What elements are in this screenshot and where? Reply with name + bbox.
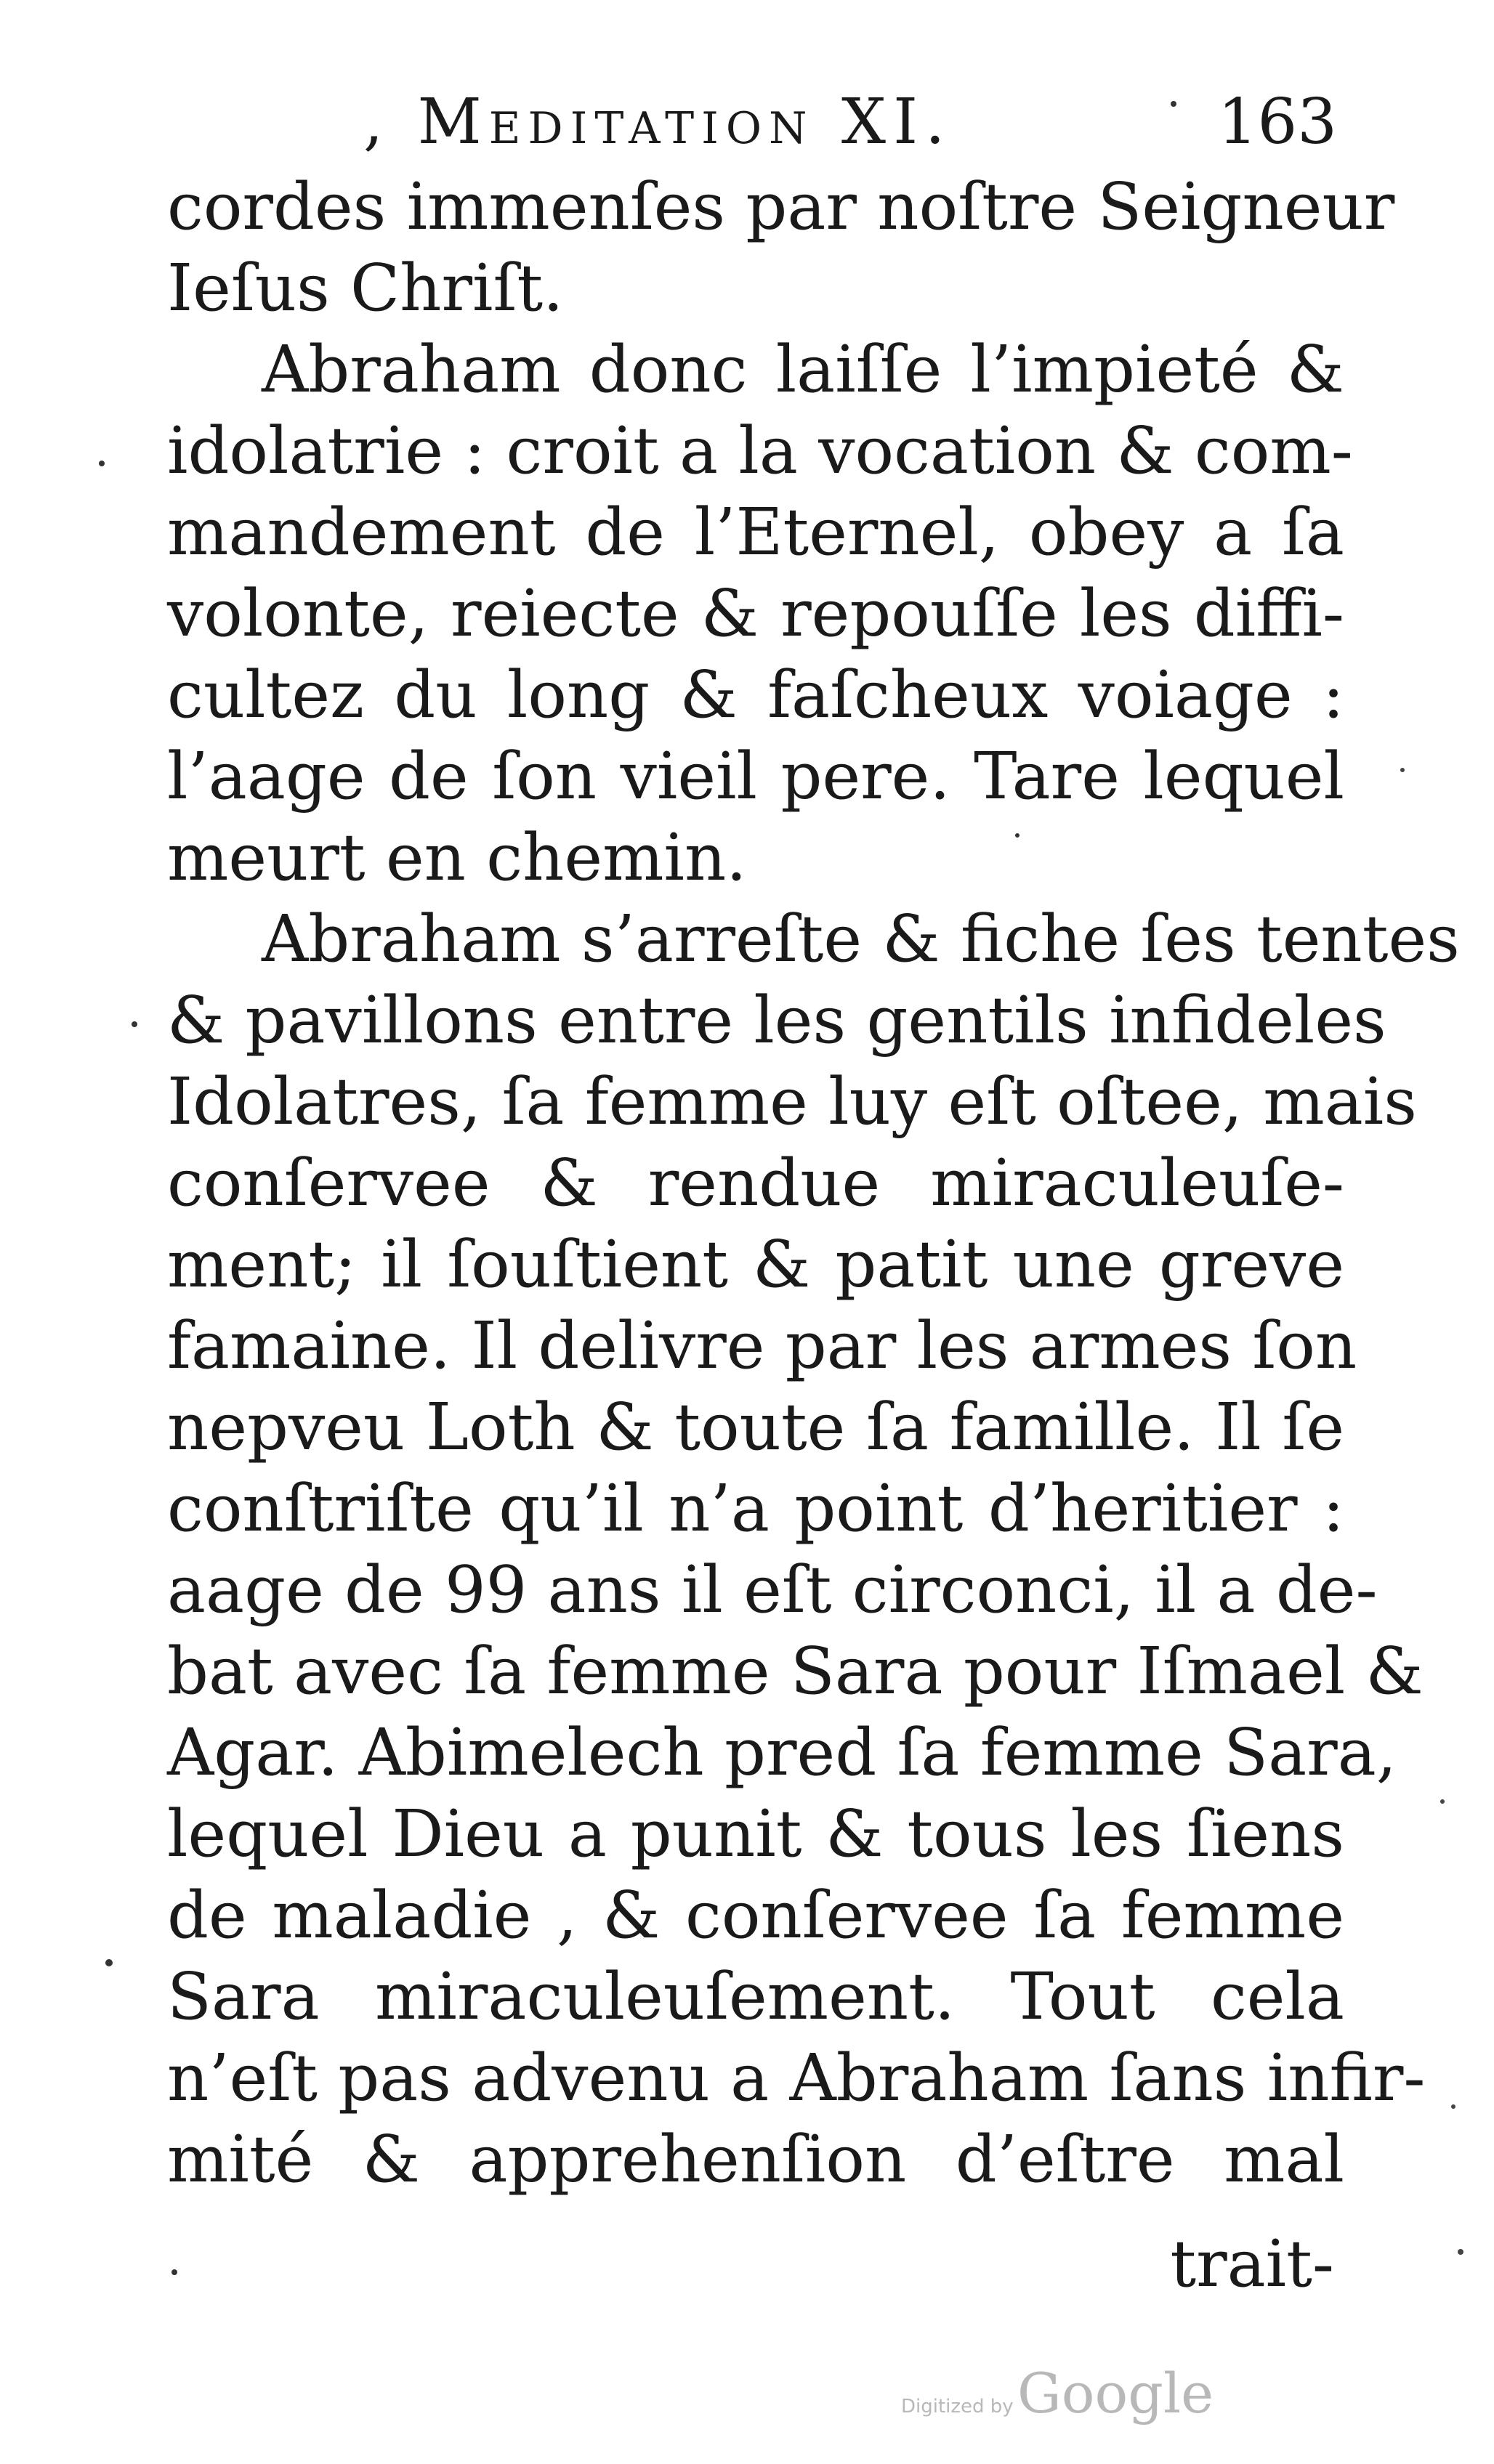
text-line: conſervee & rendue miraculeuſe- (167, 1145, 1344, 1220)
text-line: cultez du long & faſcheux voiage : (167, 657, 1344, 732)
text-line: Agar. Abimelech pred ſa femme Sara, (167, 1714, 1397, 1790)
catchword: trait- (1170, 2226, 1334, 2301)
text-line: & pavillons entre les gentils infideles (167, 982, 1386, 1058)
watermark-prefix: Digitized by (901, 2396, 1014, 2418)
text-line: bat avec ſa femme Sara pour Iſmael & (167, 1633, 1424, 1709)
text-line: l’aage de ſon vieil pere. Tare lequel (167, 738, 1344, 814)
text-line: cordes immenſes par noſtre Seigneur (167, 169, 1395, 244)
text-line: famaine. Il delivre par les armes ſon (167, 1308, 1357, 1383)
google-logo-text: Google (1017, 2361, 1214, 2426)
body-text (167, 166, 1460, 2200)
text-line: Ieſus Chriſt. (167, 250, 564, 325)
text-line: mité & apprehenſion d’eſtre mal (167, 2121, 1344, 2197)
text-line: de maladie , & conſervee ſa femme (167, 1877, 1344, 1953)
text-line: lequel Dieu a punit & tous les ſiens (167, 1796, 1344, 1871)
text-line: Idolatres, ſa femme luy eſt oſtee, mais (167, 1063, 1417, 1139)
running-title: , Meditation XI. (363, 86, 953, 158)
text-line: nepveu Loth & toute ſa famille. Il ſe (167, 1389, 1344, 1464)
text-line: Abraham donc laiſſe l’impieté & (262, 331, 1344, 407)
digitized-by-google-watermark (901, 2361, 1221, 2433)
text-line: mandement de l’Eternel, obey a ſa (167, 494, 1344, 570)
text-line: ment; il ſouſtient & patit une greve (167, 1226, 1344, 1302)
page-header (320, 78, 1337, 166)
text-line: Abraham s’arreſte & fiche ſes tentes (262, 901, 1460, 976)
page-number: 163 (1217, 86, 1337, 158)
text-line: conſtriſte qu’il n’a point d’heritier : (167, 1470, 1344, 1546)
text-line: volonte, reiecte & repouſſe les diffi- (167, 575, 1344, 651)
text-line: aage de 99 ans il eſt circonci, il a de- (167, 1552, 1378, 1627)
text-line: n’eſt pas advenu a Abraham ſans infir- (167, 2040, 1426, 2115)
text-line: idolatrie : croit a la vocation & com- (167, 413, 1353, 488)
text-line: meurt en chemin. (167, 819, 747, 895)
text-line: Sara miraculeuſement. Tout cela (167, 1958, 1344, 2034)
